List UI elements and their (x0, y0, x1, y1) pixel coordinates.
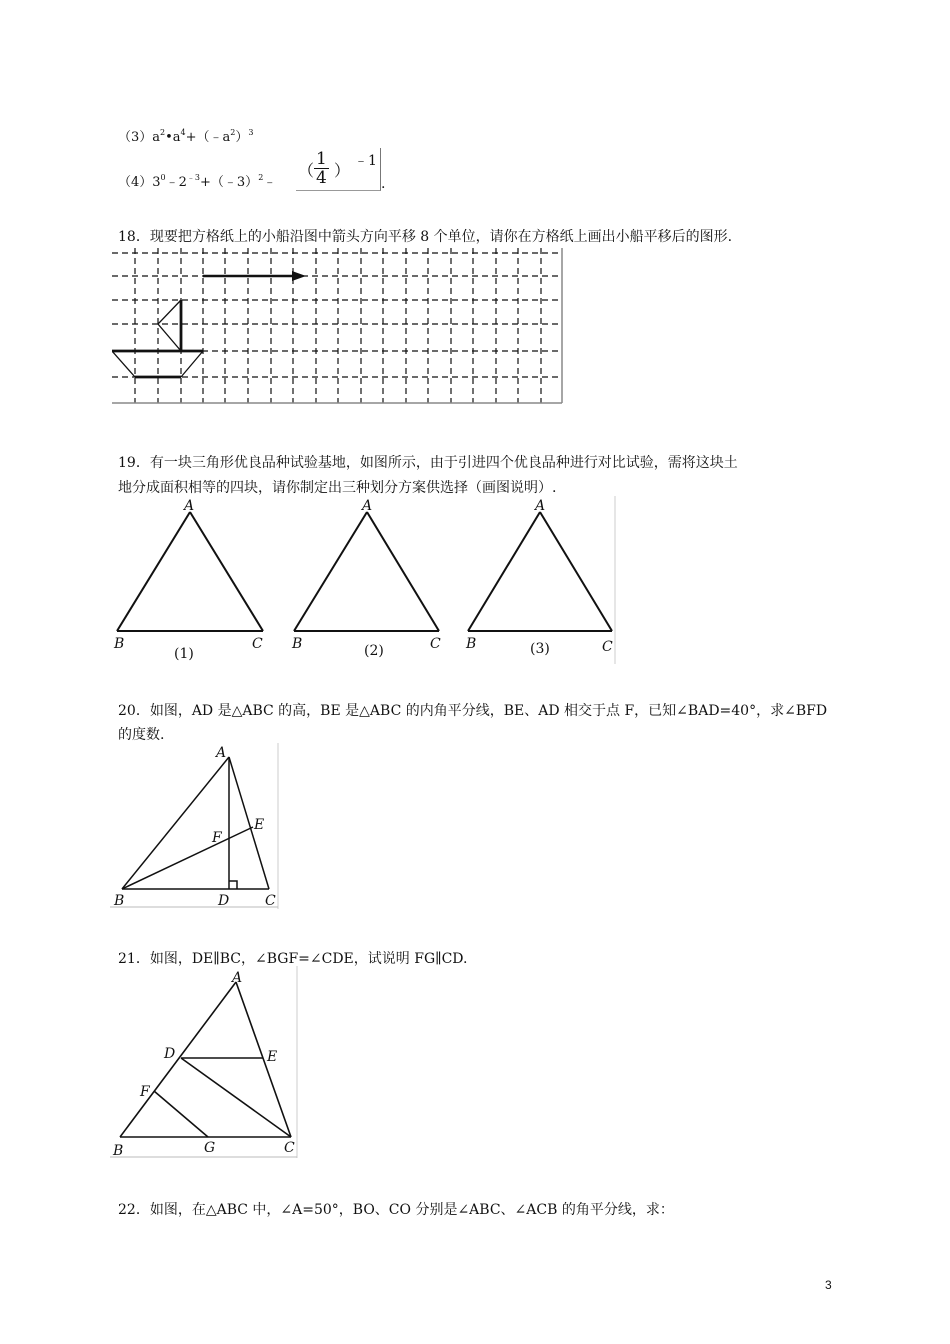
q21-triangle-figure (110, 966, 300, 1160)
q20-line2: 的度数. (118, 727, 165, 743)
q17-item3-exp3: 2 (230, 128, 236, 137)
q20-label-a: A (216, 745, 227, 761)
page-number: 3 (825, 1278, 832, 1292)
tri1-vertex-b: B (114, 636, 125, 652)
q21-label-e: E (267, 1049, 278, 1065)
tri1-vertex-a: A (184, 498, 195, 514)
q21-label-g: G (204, 1140, 216, 1156)
q20-triangle-figure (110, 743, 280, 911)
side-ab (120, 982, 236, 1137)
fraction-paren-close: ） (334, 161, 351, 180)
triangle-2 (294, 512, 367, 631)
tri2-vertex-b: B (292, 636, 303, 652)
q21-label-d: D (164, 1046, 176, 1062)
triangle-3 (468, 512, 540, 631)
tri3-vertex-c: C (602, 639, 613, 655)
q21-text: 21．如图，DE∥BC，∠BGF=∠CDE，试说明 FG∥CD. (118, 951, 468, 967)
q17-item3-exp1: 2 (160, 128, 166, 137)
fraction-exponent: ﹣1 (354, 153, 377, 169)
q17-item3-dot: •a (165, 130, 181, 145)
tri3-vertex-a: A (535, 498, 546, 514)
q18-grid-figure (112, 248, 564, 406)
segment-fg (154, 1091, 208, 1137)
q17-item4-tail: ﹣ (263, 175, 277, 190)
q20-label-e: E (254, 817, 265, 833)
q21-label-b: B (113, 1143, 124, 1159)
q17-item3-exp4: 3 (248, 128, 254, 137)
grid-lines (112, 248, 562, 403)
q20-label-d: D (218, 893, 230, 909)
q20-label-b: B (114, 893, 125, 909)
q17-item4-minus: ﹣2 (165, 175, 187, 190)
q17-item4-prefix: （4）3 (118, 175, 161, 190)
triangle-1 (117, 512, 190, 631)
right-angle-mark (229, 881, 237, 889)
tri2-vertex-a: A (362, 498, 373, 514)
q17-item3-close: ） (235, 130, 249, 145)
bisector-be (122, 827, 253, 889)
q17-item3-plus: +（﹣a (185, 130, 231, 145)
q17-item4 (118, 173, 276, 193)
q18-text: 18．现要把方格纸上的小船沿图中箭头方向平移 8 个单位，请你在方格纸上画出小船平移后的图形. (118, 229, 733, 245)
q17-item3-exp2: 4 (180, 128, 186, 137)
q17-fraction-image (296, 148, 381, 191)
q17-item4-period: . (381, 176, 386, 192)
tri1-vertex-c: C (252, 636, 263, 652)
fraction-denominator: 4 (316, 168, 327, 188)
q21-label-f: F (140, 1084, 150, 1100)
q19-line1: 19．有一块三角形优良品种试验基地，如图所示，由于引进四个优良品种进行对比试验，需将这块土 (118, 455, 738, 471)
segment-dc (181, 1058, 291, 1137)
q17-item3 (118, 128, 254, 148)
q17-item4-exp2: ﹣3 (186, 173, 201, 182)
q17-item4-exp1: 0 (160, 173, 166, 182)
tri3-vertex-b: B (466, 636, 477, 652)
tri1-caption: (1) (174, 646, 194, 662)
q17-item4-plus: +（﹣3） (200, 175, 259, 190)
q17-item4-exp3: 2 (258, 173, 264, 182)
q20-label-f: F (212, 830, 222, 846)
tri3-caption: (3) (530, 641, 550, 657)
tri2-vertex-c: C (430, 636, 441, 652)
q20-label-c: C (265, 893, 276, 909)
fraction-numerator: 1 (316, 149, 327, 169)
q22-text: 22．如图，在△ABC 中，∠A=50°，BO、CO 分别是∠ABC、∠ACB 的角平分线，求： (118, 1202, 674, 1218)
fraction-paren-open: （ (298, 161, 315, 180)
q19-line2: 地分成面积相等的四块，请你制定出三种划分方案供选择（画图说明）. (118, 480, 557, 496)
q20-line1: 20．如图，AD 是△ABC 的高，BE 是△ABC 的内角平分线，BE、AD 相交于点 F，已知∠BAD=40°，求∠BFD (118, 703, 828, 719)
side-ab (122, 757, 229, 889)
side-ac (236, 982, 291, 1137)
tri2-caption: (2) (364, 643, 384, 659)
translation-arrow (203, 271, 306, 281)
q19-triangles-figure (112, 496, 616, 664)
q21-label-a: A (232, 970, 243, 986)
q17-item3-prefix: （3）a (118, 130, 161, 145)
fraction-one-quarter (314, 150, 329, 187)
q21-label-c: C (284, 1140, 295, 1156)
